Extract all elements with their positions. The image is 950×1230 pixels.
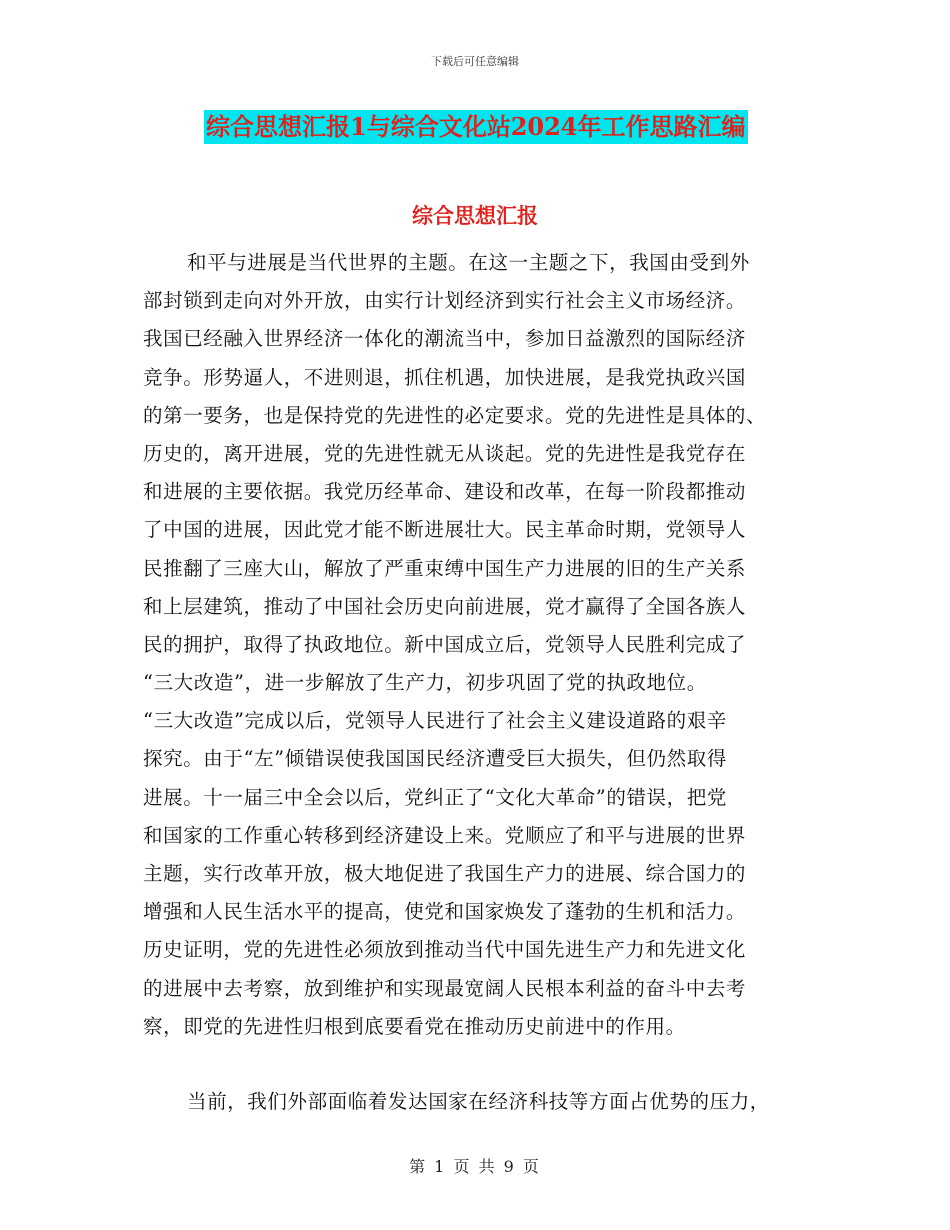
section-title: 综合思想汇报 xyxy=(412,203,538,228)
paragraph-line: 的第一要务，也是保持党的先进性的必定要求。党的先进性是具体的、 xyxy=(143,403,767,427)
body-text xyxy=(143,244,803,1121)
paragraph-1 xyxy=(143,244,803,1046)
paragraph-line: 历史的，离开进展，党的先进性就无从谈起。党的先进性是我党存在 xyxy=(143,441,747,465)
document-title: 综合思想汇报1与综合文化站2024年工作思路汇编 xyxy=(204,110,748,144)
page-number-footer: 第 1 页 共 9 页 xyxy=(409,1157,541,1176)
paragraph-line: 进展。十一届三中全会以后，党纠正了“文化大革命”的错误，把党 xyxy=(143,785,727,809)
paragraph-line: 和平与进展是当代世界的主题。在这一主题之下，我国由受到外 xyxy=(187,251,750,274)
paragraph-line: 和国家的工作重心转移到经济建设上来。党顺应了和平与进展的世界 xyxy=(143,823,747,847)
paragraph-line: 的进展中去考察，放到维护和实现最宽阔人民根本利益的奋斗中去考 xyxy=(143,976,747,1000)
paragraph-line: 民的拥护，取得了执政地位。新中国成立后，党领导人民胜利完成了 xyxy=(143,632,747,656)
paragraph-line: 了中国的进展，因此党才能不断进展壮大。民主革命时期，党领导人 xyxy=(143,518,747,542)
paragraph-line: 部封锁到走向对外开放，由实行计划经济到实行社会主义市场经济。 xyxy=(143,289,747,313)
paragraph-line: 当前，我们外部面临着发达国家在经济科技等方面占优势的压力， xyxy=(187,1089,770,1113)
paragraph-line: “三大改造”，进一步解放了生产力，初步巩固了党的执政地位。 xyxy=(143,671,707,695)
paragraph-line: 我国已经融入世界经济一体化的潮流当中，参加日益激烈的国际经济 xyxy=(143,327,747,351)
paragraph-line: 主题，实行改革开放，极大地促进了我国生产力的进展、综合国力的 xyxy=(143,862,747,885)
header-note: 下载后可任意编辑 xyxy=(431,55,519,68)
paragraph-line: 竞争。形势逼人，不进则退，抓住机遇，加快进展，是我党执政兴国 xyxy=(143,365,747,389)
paragraph-line: 民推翻了三座大山，解放了严重束缚中国生产力进展的旧的生产关系 xyxy=(143,556,747,580)
paragraph-2 xyxy=(143,1083,803,1121)
paragraph-gap xyxy=(143,1046,803,1083)
paragraph-line: 和进展的主要依据。我党历经革命、建设和改革，在每一阶段都推动 xyxy=(143,480,747,504)
paragraph-line: “三大改造”完成以后，党领导人民进行了社会主义建设道路的艰辛 xyxy=(143,709,727,733)
document-title-wrap xyxy=(204,110,794,146)
paragraph-line: 探究。由于“左”倾错误使我国国民经济遭受巨大损失，但仍然取得 xyxy=(143,747,727,771)
paragraph-line: 和上层建筑，推动了中国社会历史向前进展，党才赢得了全国各族人 xyxy=(143,594,747,618)
paragraph-line: 增强和人民生活水平的提高，使党和国家焕发了蓬勃的生机和活力。 xyxy=(143,900,747,924)
paragraph-line: 察，即党的先进性归根到底要看党在推动历史前进中的作用。 xyxy=(143,1014,686,1038)
paragraph-line: 历史证明，党的先进性必须放到推动当代中国先进生产力和先进文化 xyxy=(143,938,747,962)
